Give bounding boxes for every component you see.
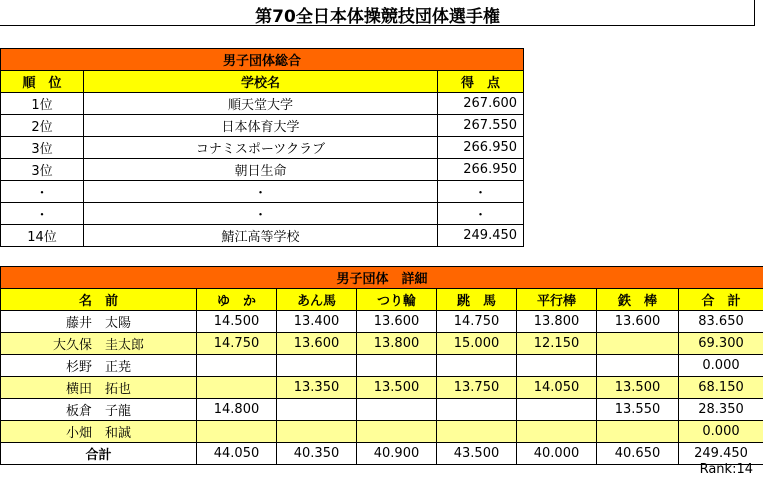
school-cell: 順天堂大学 bbox=[84, 93, 438, 115]
school-cell: コナミスポーツクラブ bbox=[84, 137, 438, 159]
score-cell: ・ bbox=[438, 203, 524, 225]
summary-row bbox=[1, 203, 524, 225]
score-cell bbox=[517, 355, 597, 377]
score-cell: 267.600 bbox=[438, 93, 524, 115]
athlete-row bbox=[1, 333, 763, 355]
total-cell: 83.650 bbox=[679, 311, 763, 333]
rank-cell: 2位 bbox=[1, 115, 84, 137]
athlete-name: 大久保 圭太郎 bbox=[1, 333, 197, 355]
score-cell: 13.750 bbox=[437, 377, 517, 399]
col-school-header: 学校名 bbox=[84, 71, 438, 93]
school-cell: 鯖江高等学校 bbox=[84, 225, 438, 247]
score-cell: 13.600 bbox=[277, 333, 357, 355]
total-cell: 0.000 bbox=[679, 355, 763, 377]
score-cell: 13.350 bbox=[277, 377, 357, 399]
summary-row bbox=[1, 225, 524, 247]
summary-row bbox=[1, 93, 524, 115]
athlete-name: 板倉 子龍 bbox=[1, 399, 197, 421]
rank-cell: 3位 bbox=[1, 159, 84, 181]
score-cell: 13.800 bbox=[517, 311, 597, 333]
summary-row bbox=[1, 137, 524, 159]
score-cell bbox=[597, 355, 679, 377]
total-row bbox=[1, 443, 763, 465]
athlete-row bbox=[1, 421, 763, 443]
total-cell: 28.350 bbox=[679, 399, 763, 421]
score-cell: 15.000 bbox=[437, 333, 517, 355]
score-cell: 14.050 bbox=[517, 377, 597, 399]
score-cell: 13.800 bbox=[357, 333, 437, 355]
score-cell: 249.450 bbox=[438, 225, 524, 247]
score-cell bbox=[437, 355, 517, 377]
score-cell: 13.500 bbox=[597, 377, 679, 399]
score-cell: 14.800 bbox=[197, 399, 277, 421]
col-floor-header: ゆ か bbox=[197, 289, 277, 311]
col-rings-header: つり輪 bbox=[357, 289, 437, 311]
score-cell: 13.550 bbox=[597, 399, 679, 421]
score-cell bbox=[357, 421, 437, 443]
athlete-name: 杉野 正尭 bbox=[1, 355, 197, 377]
score-cell: 266.950 bbox=[438, 137, 524, 159]
col-pommel-header: あん馬 bbox=[277, 289, 357, 311]
rank-cell: ・ bbox=[1, 181, 84, 203]
summary-row bbox=[1, 115, 524, 137]
total-cell: 0.000 bbox=[679, 421, 763, 443]
score-cell bbox=[277, 399, 357, 421]
page-title: 第70全日本体操競技団体選手権 bbox=[255, 7, 500, 27]
school-cell: ・ bbox=[84, 181, 438, 203]
total-rings: 40.900 bbox=[357, 443, 437, 465]
rank-cell: 3位 bbox=[1, 137, 84, 159]
athlete-row bbox=[1, 355, 763, 377]
score-cell bbox=[357, 355, 437, 377]
athlete-row bbox=[1, 399, 763, 421]
score-cell: 13.400 bbox=[277, 311, 357, 333]
summary-row bbox=[1, 159, 524, 181]
total-cell: 68.150 bbox=[679, 377, 763, 399]
athlete-row bbox=[1, 377, 763, 399]
team-summary-table bbox=[0, 48, 524, 247]
total-pommel: 40.350 bbox=[277, 443, 357, 465]
summary-heading: 男子団体総合 bbox=[1, 49, 524, 71]
rank-cell: ・ bbox=[1, 203, 84, 225]
athlete-name: 小畑 和誠 bbox=[1, 421, 197, 443]
score-cell: 13.600 bbox=[357, 311, 437, 333]
athlete-row bbox=[1, 311, 763, 333]
total-label: 合計 bbox=[1, 443, 197, 465]
score-cell bbox=[277, 355, 357, 377]
athlete-name: 横田 拓也 bbox=[1, 377, 197, 399]
score-cell bbox=[517, 421, 597, 443]
rank-cell: 1位 bbox=[1, 93, 84, 115]
score-cell bbox=[597, 333, 679, 355]
score-cell: 14.500 bbox=[197, 311, 277, 333]
score-cell bbox=[597, 421, 679, 443]
rank-cell: 14位 bbox=[1, 225, 84, 247]
athlete-name: 藤井 太陽 bbox=[1, 311, 197, 333]
score-cell: ・ bbox=[438, 181, 524, 203]
score-cell bbox=[437, 421, 517, 443]
score-cell bbox=[357, 399, 437, 421]
score-cell bbox=[197, 377, 277, 399]
total-cell: 69.300 bbox=[679, 333, 763, 355]
school-cell: 朝日生命 bbox=[84, 159, 438, 181]
team-detail-table bbox=[0, 266, 763, 465]
school-cell: ・ bbox=[84, 203, 438, 225]
score-cell: 13.500 bbox=[357, 377, 437, 399]
total-vault: 43.500 bbox=[437, 443, 517, 465]
summary-row bbox=[1, 181, 524, 203]
rank-label: Rank:14 bbox=[699, 462, 753, 477]
col-score-header: 得 点 bbox=[438, 71, 524, 93]
score-cell bbox=[517, 399, 597, 421]
col-name-header: 名 前 bbox=[1, 289, 197, 311]
total-floor: 44.050 bbox=[197, 443, 277, 465]
total-highbar: 40.650 bbox=[597, 443, 679, 465]
score-cell bbox=[277, 421, 357, 443]
score-cell: 267.550 bbox=[438, 115, 524, 137]
col-vault-header: 跳 馬 bbox=[437, 289, 517, 311]
score-cell bbox=[197, 355, 277, 377]
score-cell: 14.750 bbox=[197, 333, 277, 355]
col-parallel-header: 平行棒 bbox=[517, 289, 597, 311]
detail-heading: 男子団体 詳細 bbox=[1, 267, 763, 289]
grand-total: 249.450 bbox=[679, 443, 763, 465]
col-highbar-header: 鉄 棒 bbox=[597, 289, 679, 311]
school-cell: 日本体育大学 bbox=[84, 115, 438, 137]
score-cell: 14.750 bbox=[437, 311, 517, 333]
score-cell bbox=[197, 421, 277, 443]
total-parallel: 40.000 bbox=[517, 443, 597, 465]
score-cell bbox=[437, 399, 517, 421]
col-rank-header: 順 位 bbox=[1, 71, 84, 93]
score-cell: 266.950 bbox=[438, 159, 524, 181]
col-total-header: 合 計 bbox=[679, 289, 763, 311]
score-cell: 13.600 bbox=[597, 311, 679, 333]
score-cell: 12.150 bbox=[517, 333, 597, 355]
